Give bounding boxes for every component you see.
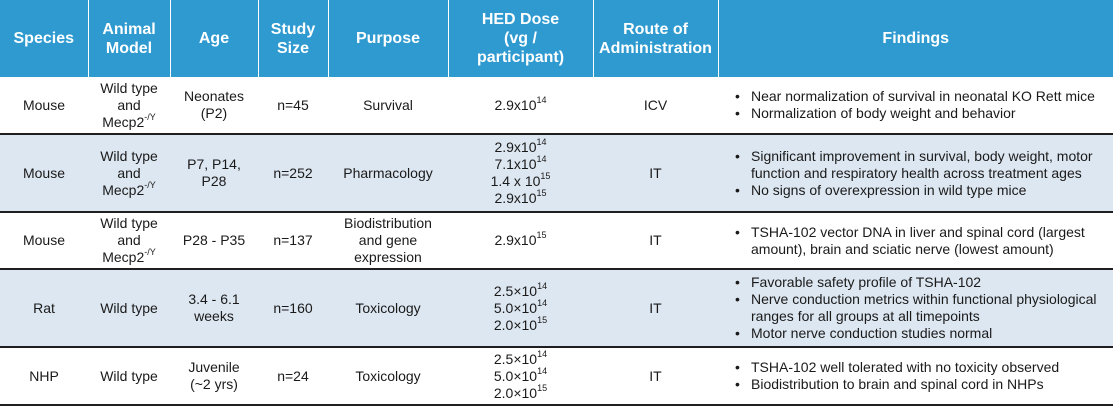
dose-exponent: 15	[537, 314, 548, 325]
species-cell: Mouse	[0, 77, 88, 134]
purpose-cell: Toxicology	[328, 269, 448, 347]
findings-list	[721, 274, 1110, 342]
findings-cell	[718, 77, 1113, 134]
table-row	[0, 134, 1113, 212]
study-size-cell: n=252	[258, 134, 328, 212]
animal-model-cell	[88, 347, 170, 405]
dose-base: 1.4 x 10	[490, 173, 541, 189]
age-cell: P7, P14, P28	[170, 134, 258, 212]
age-cell: Juvenile (~2 yrs)	[170, 347, 258, 405]
animal-model-cell	[88, 269, 170, 347]
species-cell: Mouse	[0, 212, 88, 269]
animal-model-superscript: -/Y	[144, 247, 156, 258]
dose-exponent: 14	[536, 154, 547, 165]
dose-exponent: 15	[536, 188, 547, 199]
animal-model-cell	[88, 134, 170, 212]
dose-value	[451, 314, 590, 334]
header-age: Age	[170, 0, 258, 77]
animal-model-text: Wild type	[100, 367, 158, 384]
dose-exponent: 14	[537, 297, 548, 308]
findings-list	[721, 148, 1110, 199]
age-cell: Neonates (P2)	[170, 77, 258, 134]
route-cell: IT	[593, 212, 718, 269]
findings-cell	[718, 269, 1113, 347]
animal-model-superscript: -/Y	[144, 179, 156, 190]
dose-value	[451, 94, 590, 114]
dose-exponent: 14	[537, 365, 548, 376]
dose-value	[451, 173, 590, 190]
route-cell: ICV	[593, 77, 718, 134]
findings-list	[721, 88, 1110, 122]
hed-dose-cell	[448, 212, 593, 269]
header-study-size: Study Size	[258, 0, 328, 77]
species-cell: Mouse	[0, 134, 88, 212]
dose-base: 5.0×10	[493, 299, 538, 316]
animal-model-cell	[88, 77, 170, 134]
dose-value	[451, 156, 590, 173]
header-animal-model: Animal Model	[88, 0, 170, 77]
header-purpose: Purpose	[328, 0, 448, 77]
dose-base: 2.9x10	[494, 96, 537, 113]
animal-model-cell	[88, 212, 170, 269]
dose-value	[451, 365, 590, 385]
dose-base: 5.0×10	[493, 367, 538, 384]
finding-item: • Near normalization of survival in neonatal KO Rett mice	[735, 88, 1106, 105]
dose-value	[451, 139, 590, 156]
age-cell: 3.4 - 6.1 weeks	[170, 269, 258, 347]
dose-exponent: 15	[536, 230, 547, 241]
finding-item: • TSHA-102 well tolerated with no toxicity observed	[735, 359, 1106, 376]
study-size-cell: n=160	[258, 269, 328, 347]
purpose-cell: Toxicology	[328, 347, 448, 405]
hed-dose-cell	[448, 269, 593, 347]
study-size-cell: n=24	[258, 347, 328, 405]
dose-value	[451, 348, 590, 368]
dose-base: 2.0×10	[493, 384, 538, 401]
finding-item: • Favorable safety profile of TSHA-102	[735, 274, 1106, 291]
header-route: Route of Administration	[593, 0, 718, 77]
species-cell: NHP	[0, 347, 88, 405]
dose-exponent: 14	[536, 137, 547, 148]
animal-model-text: Wild type and Mecp2	[100, 79, 158, 130]
purpose-cell: Survival	[328, 77, 448, 134]
table-row	[0, 77, 1113, 134]
header-species: Species	[0, 0, 88, 77]
dose-exponent: 14	[536, 94, 547, 105]
purpose-cell: Biodistribution and gene expression	[328, 212, 448, 269]
dose-exponent: 14	[537, 348, 548, 359]
findings-cell	[718, 347, 1113, 405]
finding-item: • Biodistribution to brain and spinal cord in NHPs	[735, 376, 1106, 393]
findings-list	[721, 224, 1110, 258]
finding-item: • No signs of overexpression in wild type mice	[735, 182, 1106, 199]
hed-dose-cell	[448, 347, 593, 405]
finding-item: • TSHA-102 vector DNA in liver and spinal cord (largest amount), brain and sciatic nerve (lowest amount)	[735, 224, 1106, 258]
dose-value	[451, 382, 590, 402]
animal-model-text: Wild type	[100, 299, 158, 316]
finding-item: • Motor nerve conduction studies normal	[735, 325, 1106, 342]
dose-value	[451, 280, 590, 300]
finding-item: • Significant improvement in survival, body weight, motor function and respiratory health across treatment ages	[735, 148, 1106, 182]
animal-model-text: Wild type and Mecp2	[100, 215, 158, 265]
age-cell: P28 - P35	[170, 212, 258, 269]
header-hed-dose: HED Dose (vg / participant)	[448, 0, 593, 77]
animal-model-text: Wild type and Mecp2	[100, 147, 158, 198]
findings-cell	[718, 134, 1113, 212]
finding-item: • Normalization of body weight and behavior	[735, 105, 1106, 122]
species-cell: Rat	[0, 269, 88, 347]
route-cell: IT	[593, 134, 718, 212]
table-row	[0, 212, 1113, 269]
dose-base: 2.9x10	[494, 232, 537, 248]
dose-base: 2.0×10	[493, 316, 538, 333]
purpose-cell: Pharmacology	[328, 134, 448, 212]
table-row	[0, 269, 1113, 347]
header-row	[0, 0, 1113, 77]
dose-base: 2.5×10	[493, 350, 538, 367]
dose-base: 2.9x10	[494, 190, 537, 206]
header-findings: Findings	[718, 0, 1113, 77]
hed-dose-cell	[448, 77, 593, 134]
dose-value	[451, 190, 590, 207]
findings-cell	[718, 212, 1113, 269]
dose-base: 2.5×10	[493, 282, 538, 299]
animal-model-superscript: -/Y	[144, 111, 156, 122]
dose-base: 7.1x10	[494, 156, 537, 172]
dose-exponent: 15	[540, 171, 551, 182]
table-row	[0, 347, 1113, 405]
table-body	[0, 77, 1113, 405]
dose-exponent: 14	[537, 280, 548, 291]
findings-list	[721, 359, 1110, 393]
route-cell: IT	[593, 347, 718, 405]
finding-item: • Nerve conduction metrics within functional physiological ranges for all groups at all timepoints	[735, 291, 1106, 325]
route-cell: IT	[593, 269, 718, 347]
study-size-cell: n=45	[258, 77, 328, 134]
dose-exponent: 15	[537, 382, 548, 393]
hed-dose-cell	[448, 134, 593, 212]
dose-value	[451, 232, 590, 249]
study-size-cell: n=137	[258, 212, 328, 269]
dose-value	[451, 297, 590, 317]
dose-base: 2.9x10	[494, 139, 537, 155]
